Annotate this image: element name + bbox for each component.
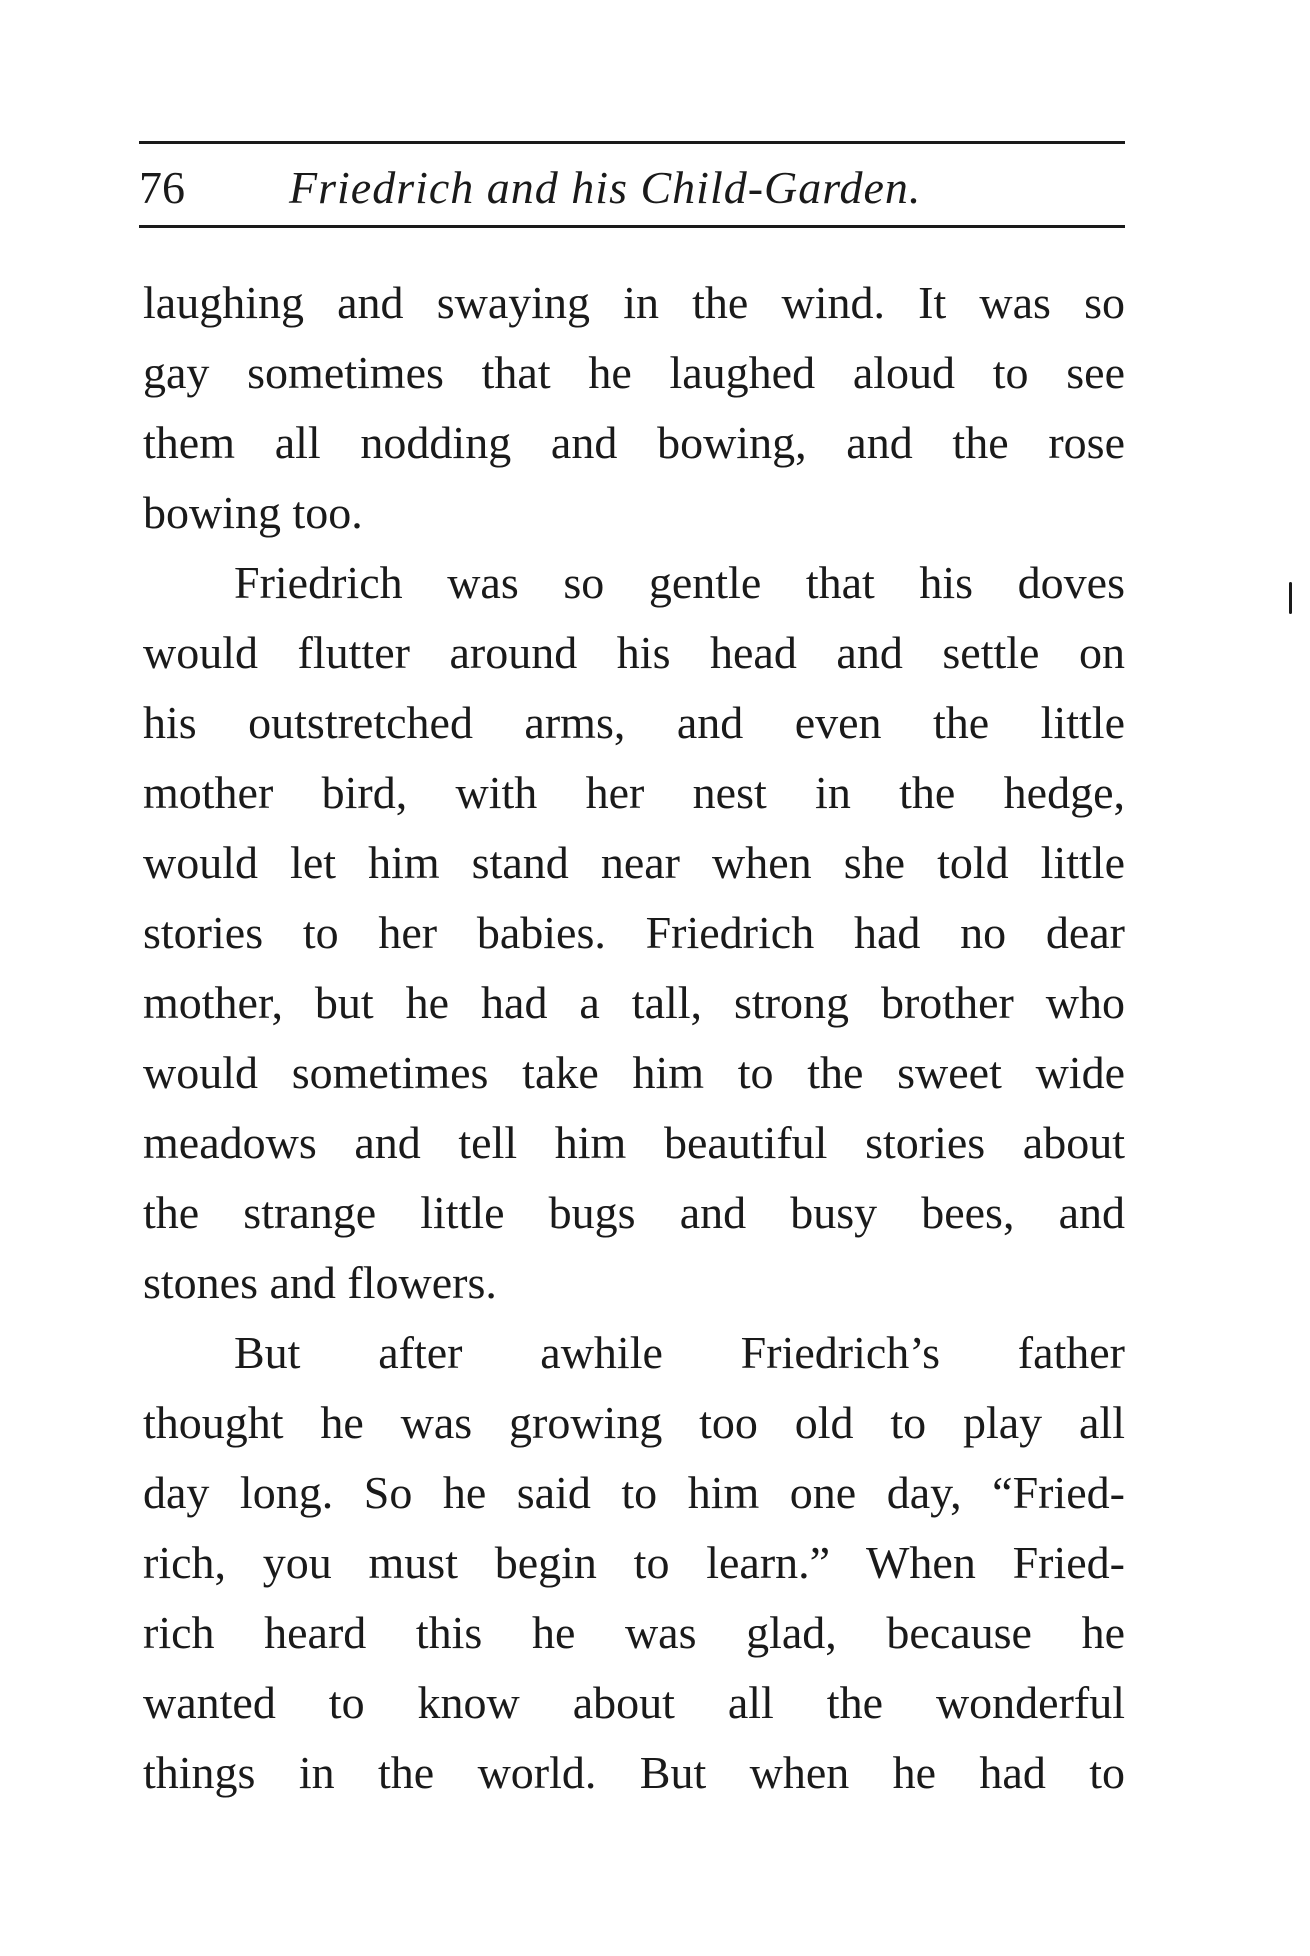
body-text bbox=[143, 268, 1125, 1808]
text-line: things in the world. But when he had to bbox=[143, 1747, 1125, 1798]
text-line: the strange little bugs and busy bees, and bbox=[143, 1187, 1125, 1238]
header-rule-top bbox=[139, 141, 1125, 144]
paragraph bbox=[143, 268, 1125, 548]
text-line: mother, but he had a tall, strong brother who bbox=[143, 977, 1125, 1028]
text-line: would sometimes take him to the sweet wide bbox=[143, 1047, 1125, 1098]
text-line: would let him stand near when she told little bbox=[143, 837, 1125, 888]
text-line: gay sometimes that he laughed aloud to see bbox=[143, 347, 1125, 398]
text-line: rich heard this he was glad, because he bbox=[143, 1607, 1125, 1658]
text-line: would flutter around his head and settle on bbox=[143, 627, 1125, 678]
text-line: wanted to know about all the wonderful bbox=[143, 1677, 1125, 1728]
paragraph bbox=[143, 1318, 1125, 1808]
page-number: 76 bbox=[139, 162, 185, 213]
running-head bbox=[139, 158, 1125, 218]
paragraph bbox=[143, 548, 1125, 1318]
text-line: bowing too. bbox=[143, 487, 363, 538]
text-line: stories to her babies. Friedrich had no dear bbox=[143, 907, 1125, 958]
text-line: them all nodding and bowing, and the rose bbox=[143, 417, 1125, 468]
text-line: Friedrich was so gentle that his doves bbox=[234, 557, 1125, 608]
text-line: day long. So he said to him one day, “Fried- bbox=[143, 1467, 1125, 1518]
text-line: mother bird, with her nest in the hedge, bbox=[143, 767, 1125, 818]
text-line: thought he was growing too old to play all bbox=[143, 1397, 1125, 1448]
header-rule-bottom bbox=[139, 225, 1125, 228]
text-line: meadows and tell him beautiful stories about bbox=[143, 1117, 1125, 1168]
text-line: But after awhile Friedrich’s father bbox=[234, 1327, 1125, 1378]
text-line: stones and flowers. bbox=[143, 1257, 497, 1308]
text-line: his outstretched arms, and even the little bbox=[143, 697, 1125, 748]
running-title: Friedrich and his Child-Garden. bbox=[289, 162, 922, 213]
text-line: rich, you must begin to learn.” When Fried- bbox=[143, 1537, 1125, 1588]
text-line: laughing and swaying in the wind. It was so bbox=[143, 277, 1125, 328]
binding-mark bbox=[1289, 582, 1292, 614]
